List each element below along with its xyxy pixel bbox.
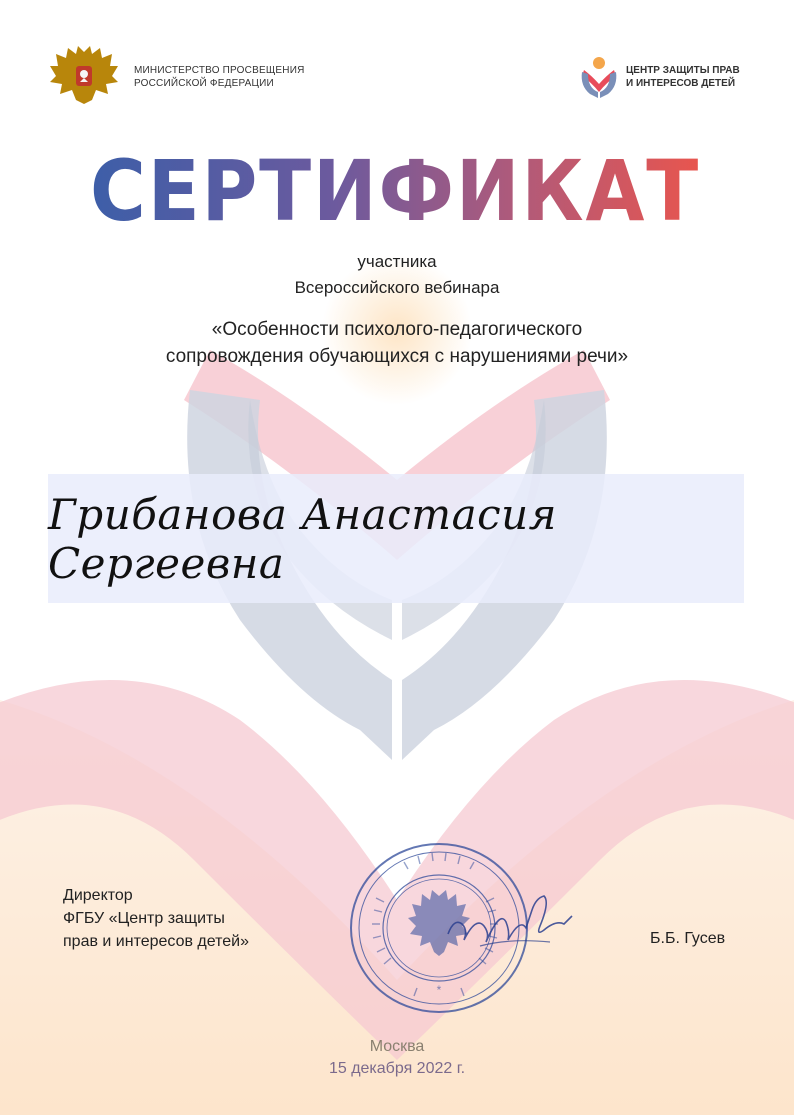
signer-name: Б.Б. Гусев (650, 930, 726, 947)
topic-line2: сопровождения обучающихся с нарушениями речи» (165, 346, 629, 367)
director-signature (440, 880, 580, 960)
ministry-name-line2: РОССИЙСКОЙ ФЕДЕРАЦИИ (134, 78, 274, 89)
double-headed-eagle-icon (46, 44, 122, 110)
subtitle-line2: Всероссийского вебинара (294, 278, 500, 297)
title-text: СЕРТИФИКАТ (90, 142, 700, 240)
director-line2: ФГБУ «Центр защиты (63, 910, 225, 927)
city: Москва (369, 1038, 425, 1055)
certificate-title (80, 140, 710, 240)
director-line3: прав и интересов детей» (63, 933, 250, 950)
issue-date: 15 декабря 2022 г. (328, 1060, 466, 1077)
svg-text:*: * (436, 983, 442, 997)
center-name-line1: ЦЕНТР ЗАЩИТЫ ПРАВ (626, 65, 740, 76)
recipient-name: Грибанова Анастасия Сергеевна (48, 489, 557, 588)
center-logo (578, 54, 740, 100)
director-position (63, 884, 249, 953)
center-name-line2: И ИНТЕРЕСОВ ДЕТЕЙ (626, 78, 736, 89)
hands-heart-logo-icon (578, 54, 620, 100)
topic-line1: «Особенности психолого-педагогического (211, 319, 583, 340)
subtitle-line1: участника (357, 252, 437, 271)
director-line1: Директор (63, 887, 133, 904)
subtitle (0, 249, 794, 301)
webinar-topic (0, 316, 794, 370)
ministry-name-line1: МИНИСТЕРСТВО ПРОСВЕЩЕНИЯ (134, 65, 305, 76)
ministry-header (46, 44, 305, 110)
